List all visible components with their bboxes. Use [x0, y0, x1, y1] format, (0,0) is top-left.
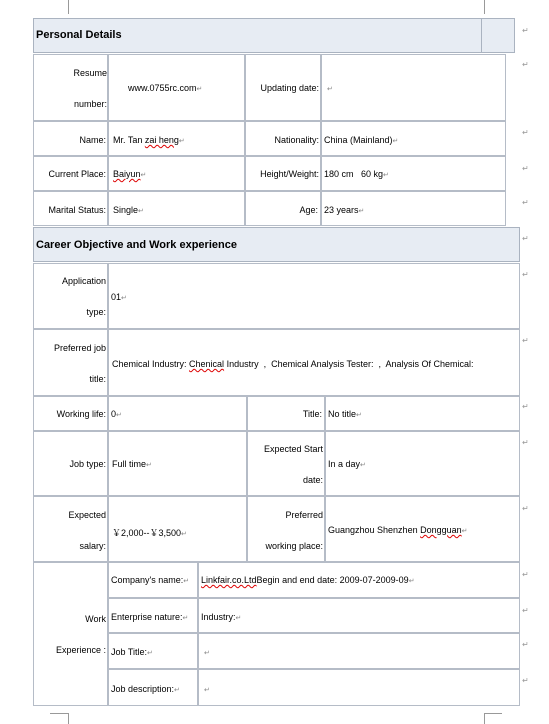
row-end-mark: ↵ — [522, 606, 529, 615]
marital-value-cell — [108, 191, 245, 226]
row-end-mark: ↵ — [522, 128, 529, 137]
application-value: 01↵ — [111, 292, 127, 302]
row-end-mark: ↵ — [522, 676, 529, 685]
section-title: Career Objective and Work experience — [36, 239, 237, 251]
current-place-label: Current Place: — [48, 169, 106, 179]
work-label-2: Experience : — [55, 645, 106, 655]
salary-value-cell — [108, 496, 247, 562]
crop-mark — [50, 713, 68, 714]
height-weight-label-cell — [245, 156, 321, 191]
row-end-mark: ↵ — [522, 438, 529, 447]
resume-value-cell — [108, 54, 245, 121]
row-end-mark: ↵ — [522, 234, 529, 243]
crop-mark — [68, 0, 69, 14]
job-title-value: ↵ — [204, 650, 210, 657]
current-place-value: Baiyun↵ — [113, 169, 147, 179]
working-life-value: 0↵ — [111, 409, 122, 419]
job-title-label: Job Title:↵ — [111, 647, 153, 657]
name-label-cell — [33, 121, 108, 156]
marital-label-cell — [33, 191, 108, 226]
height-weight-value-cell — [321, 156, 506, 191]
row-end-mark: ↵ — [522, 640, 529, 649]
application-label-2: type: — [86, 307, 106, 317]
updating-value-cell — [321, 54, 506, 121]
row-end-mark: ↵ — [522, 164, 529, 173]
resume-label-2: number: — [73, 99, 107, 109]
preferred-job-value: Chemical Industry: Chenical Industry , Chemical Analysis Tester: , Analysis Of Chemical: — [112, 359, 474, 369]
application-label-cell — [33, 263, 108, 329]
job-desc-label: Job description:↵ — [111, 684, 180, 694]
preferred-job-label-cell — [33, 329, 108, 396]
enterprise-label-cell — [108, 598, 198, 633]
age-value: 23 years↵ — [324, 205, 365, 215]
row-end-mark: ↵ — [522, 336, 529, 345]
place-value: Guangzhou Shenzhen Dongguan↵ — [328, 525, 468, 535]
working-life-label-cell — [33, 396, 108, 431]
title-label: Title: — [302, 409, 322, 419]
row-end-mark: ↵ — [522, 402, 529, 411]
crop-mark — [484, 713, 485, 724]
company-label-cell — [108, 562, 198, 598]
crop-mark — [484, 713, 502, 714]
current-place-value-cell — [108, 156, 245, 191]
updating-label: Updating date: — [260, 83, 319, 93]
start-value: In a day↵ — [328, 459, 366, 469]
title-value-cell — [325, 396, 520, 431]
row-end-mark: ↵ — [522, 26, 529, 35]
row-end-mark: ↵ — [522, 60, 529, 69]
company-label: Company's name:↵ — [111, 575, 190, 585]
name-value-cell — [108, 121, 245, 156]
nationality-label-cell — [245, 121, 321, 156]
crop-mark — [484, 0, 485, 14]
height-weight-value: 180 cm 60 kg↵ — [324, 169, 389, 179]
section-header-personal — [33, 18, 515, 53]
title-label-cell — [247, 396, 325, 431]
work-label-cell — [33, 562, 108, 706]
updating-value: ↵ — [327, 86, 333, 93]
age-label-cell — [245, 191, 321, 226]
enterprise-value: Industry:↵ — [201, 612, 242, 622]
preferred-job-label-2: title: — [89, 374, 106, 384]
job-desc-label-cell — [108, 669, 198, 706]
application-value-cell — [108, 263, 520, 329]
job-type-label: Job type: — [69, 459, 106, 469]
nationality-value-cell — [321, 121, 506, 156]
job-type-label-cell — [33, 431, 108, 496]
row-end-mark: ↵ — [522, 504, 529, 513]
resume-value: www.0755rc.com↵ — [128, 83, 203, 93]
age-value-cell — [321, 191, 506, 226]
name-value: Mr. Tan zai heng↵ — [113, 135, 185, 145]
salary-value: ￥2,000--￥3,500↵ — [112, 528, 187, 538]
working-life-label: Working life: — [56, 409, 106, 419]
work-label: Work — [85, 614, 106, 624]
start-value-cell — [325, 431, 520, 496]
application-label: Application — [61, 276, 106, 286]
row-end-mark: ↵ — [522, 198, 529, 207]
resume-label: Resume — [73, 68, 107, 78]
current-place-label-cell — [33, 156, 108, 191]
place-label: Preferred — [285, 510, 323, 520]
job-title-label-cell — [108, 633, 198, 669]
section-header-career — [33, 227, 520, 262]
row-end-mark: ↵ — [522, 270, 529, 279]
company-value: Linkfair.co.LtdBegin and end date: 2009-07-2009-09↵ — [201, 575, 415, 585]
company-value-cell — [198, 562, 520, 598]
section-title: Personal Details — [36, 29, 122, 41]
divider — [481, 19, 482, 52]
title-value: No title↵ — [328, 409, 362, 419]
start-label-cell — [247, 431, 325, 496]
preferred-job-value-cell — [108, 329, 520, 396]
job-desc-value: ↵ — [204, 687, 210, 694]
job-type-value-cell — [108, 431, 247, 496]
enterprise-label: Enterprise nature:↵ — [111, 612, 189, 622]
job-title-value-cell — [198, 633, 520, 669]
start-label-2: date: — [302, 475, 323, 485]
working-life-value-cell — [108, 396, 247, 431]
row-end-mark: ↵ — [522, 570, 529, 579]
preferred-job-label: Preferred job — [53, 343, 106, 353]
height-weight-label: Height/Weight: — [260, 169, 319, 179]
job-type-value: Full time↵ — [112, 459, 152, 469]
name-label: Name: — [79, 135, 106, 145]
place-label-cell — [247, 496, 325, 562]
job-desc-value-cell — [198, 669, 520, 706]
salary-label-2: salary: — [79, 541, 106, 551]
start-label: Expected Start — [263, 444, 323, 454]
age-label: Age: — [299, 205, 318, 215]
marital-label: Marital Status: — [48, 205, 106, 215]
place-value-cell — [325, 496, 520, 562]
marital-value: Single↵ — [113, 205, 144, 215]
updating-label-cell — [245, 54, 321, 121]
salary-label: Expected — [68, 510, 106, 520]
resume-label-cell — [33, 54, 108, 121]
nationality-label: Nationality: — [274, 135, 319, 145]
enterprise-value-cell — [198, 598, 520, 633]
nationality-value: China (Mainland)↵ — [324, 135, 399, 145]
salary-label-cell — [33, 496, 108, 562]
place-label-2: working place: — [265, 541, 323, 551]
crop-mark — [68, 713, 69, 724]
